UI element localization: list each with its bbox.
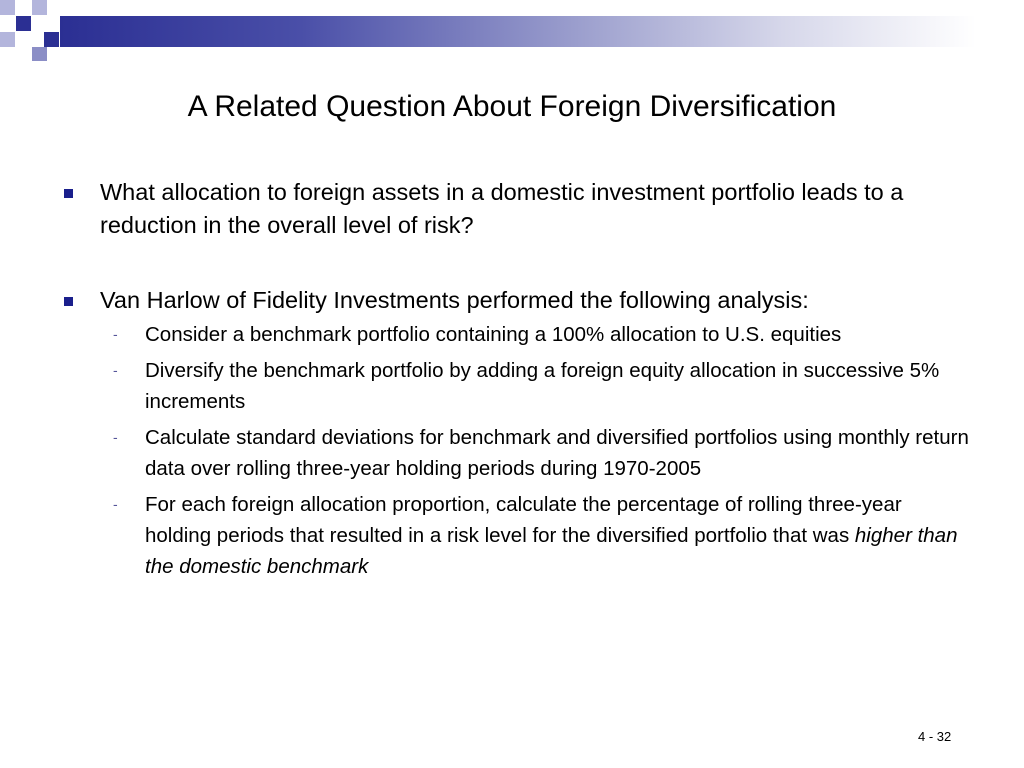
sub-bullet-text: Consider a benchmark portfolio containing a 100% allocation to U.S. equities [145, 323, 842, 346]
decor-square [0, 32, 15, 47]
sub-bullet-item [60, 489, 970, 582]
header-gradient-band [60, 16, 1024, 47]
bullet-text: Van Harlow of Fidelity Investments performed the following analysis: [100, 287, 809, 313]
sub-bullet-text: For each foreign allocation proportion, calculate the percentage of rolling three-year holding periods that resulted in a risk level for the diversified portfolio that was [145, 493, 902, 547]
sub-bullet-item [60, 422, 970, 484]
decor-square [44, 32, 59, 47]
square-bullet-icon [64, 297, 73, 306]
sub-bullet-item [60, 355, 970, 417]
decor-square [0, 0, 15, 15]
dash-bullet-icon: - [113, 496, 118, 512]
bullet-item [60, 284, 970, 317]
sub-bullet-text: Calculate standard deviations for benchmark and diversified portfolios using monthly return data over rolling three-year holding periods during 1970-2005 [145, 426, 969, 480]
bullet-list [60, 176, 970, 587]
decor-square [32, 47, 47, 61]
sub-bullet-text: Diversify the benchmark portfolio by adding a foreign equity allocation in successive 5% increments [145, 359, 940, 413]
page-number: 4 - 32 [918, 729, 952, 744]
bullet-text: What allocation to foreign assets in a domestic investment portfolio leads to a reduction in the overall level of risk? [100, 179, 904, 238]
dash-bullet-icon: - [113, 326, 118, 342]
decor-square [32, 0, 47, 15]
sub-bullet-list [60, 319, 970, 582]
emphasized-text: higher than the domestic benchmark [145, 524, 958, 578]
bullet-item [60, 176, 970, 242]
square-bullet-icon [64, 189, 73, 198]
sub-bullet-item [60, 319, 970, 350]
slide-title: A Related Question About Foreign Diversification [187, 90, 837, 123]
dash-bullet-icon: - [113, 429, 118, 445]
decor-square [16, 16, 31, 31]
dash-bullet-icon: - [113, 362, 118, 378]
